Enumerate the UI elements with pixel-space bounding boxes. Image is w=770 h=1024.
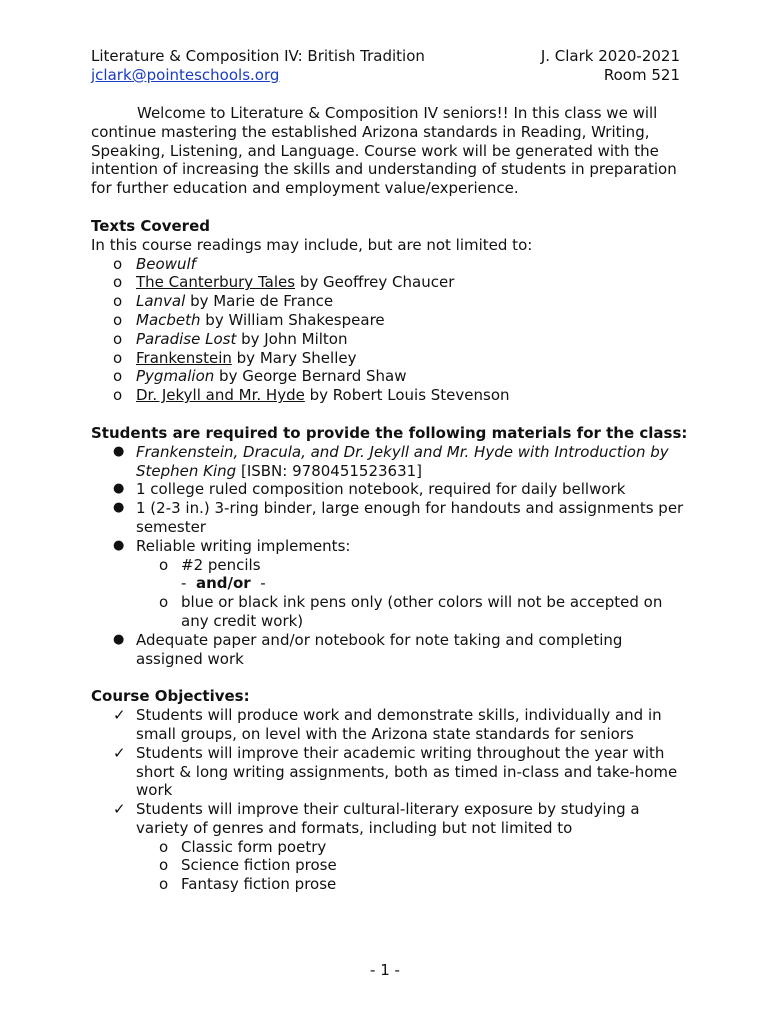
circle-bullet-icon: o (159, 875, 169, 894)
list-item (91, 255, 691, 274)
book-title: Paradise Lost (136, 329, 237, 348)
list-item (91, 706, 691, 744)
book-title: The Canterbury Tales (136, 273, 296, 292)
materials-heading: Students are required to provide the following materials for the class: (91, 423, 688, 442)
list-item (91, 330, 691, 349)
notebook-item: 1 college ruled composition notebook, required for daily bellwork (136, 480, 626, 499)
circle-bullet-icon: o (113, 386, 123, 405)
list-item (91, 856, 691, 875)
book-author: by Geoffrey Chaucer (295, 273, 455, 292)
checkmark-icon: ✓ (113, 743, 126, 762)
intro-paragraph: Welcome to Literature & Composition IV seniors!! In this class we will continue mastering the established Arizona standards in Reading, Writing, Speaking, Listening, and Language. Course work will be generated with the intention of increasing the skills and understanding of students in preparation for further education and employment value/experience. (91, 104, 677, 198)
circle-bullet-icon: o (159, 856, 169, 875)
circle-bullet-icon: o (113, 367, 123, 386)
and-or-text: and/or (195, 574, 251, 593)
and-or-separator (91, 574, 691, 593)
objectives-heading: Course Objectives: (91, 687, 250, 706)
list-item (91, 499, 691, 537)
page-header (91, 47, 680, 85)
page-number: - 1 - (370, 961, 400, 979)
list-item (91, 838, 691, 857)
book-author: by Robert Louis Stevenson (304, 386, 510, 405)
objective-text: Students will improve their academic writing throughout the year with short & long writing assignments, both as timed in-class and take-home work (136, 743, 678, 800)
implements-sublist (91, 556, 691, 575)
implements-sublist-2 (91, 593, 691, 631)
list-item (91, 537, 691, 556)
list-item (91, 800, 691, 838)
book-title: Dr. Jekyll and Mr. Hyde (136, 386, 305, 405)
book-title: Pygmalion (136, 367, 215, 386)
pens-item: blue or black ink pens only (other colors will not be accepted on any credit work) (181, 593, 663, 630)
circle-bullet-icon: o (159, 555, 169, 574)
list-item (91, 480, 691, 499)
genre-item: Science fiction prose (181, 856, 337, 875)
binder-item: 1 (2-3 in.) 3-ring binder, large enough for handouts and assignments per semester (136, 499, 684, 536)
email-link[interactable]: jclark@pointeschools.org (91, 66, 280, 84)
book-author: by Mary Shelley (231, 348, 357, 367)
required-book-title: Frankenstein, Dracula, and Dr. Jekyll and Mr. Hyde with Introduction by Stephen King (136, 442, 669, 480)
implements-item: Reliable writing implements: (136, 536, 351, 555)
list-item (91, 631, 691, 669)
dash-icon: - (181, 574, 187, 593)
book-title: Lanval (136, 292, 186, 311)
objective-text: Students will produce work and demonstrate skills, individually and in small groups, on level with the Arizona state standards for seniors (136, 706, 662, 743)
materials-list-2 (91, 631, 691, 669)
room-number: Room 521 (603, 66, 680, 84)
texts-covered-heading: Texts Covered (91, 216, 210, 235)
list-item (91, 875, 691, 894)
texts-list (91, 255, 691, 405)
circle-bullet-icon: o (159, 837, 169, 856)
book-title: Beowulf (136, 254, 196, 273)
book-author: by William Shakespeare (200, 310, 385, 329)
book-author: by George Bernard Shaw (214, 367, 407, 386)
circle-bullet-icon: o (159, 593, 169, 612)
checkmark-icon: ✓ (113, 800, 126, 819)
circle-bullet-icon: o (113, 329, 123, 348)
list-item (91, 386, 691, 405)
objectives-list (91, 706, 691, 838)
genres-list (91, 838, 691, 894)
bullet-icon: ● (113, 537, 125, 553)
dash-icon: - (260, 574, 266, 593)
genre-item: Fantasy fiction prose (181, 875, 337, 894)
course-title: Literature & Composition IV: British Tradition (91, 47, 425, 65)
circle-bullet-icon: o (113, 292, 123, 311)
book-author: by John Milton (236, 329, 348, 348)
circle-bullet-icon: o (113, 273, 123, 292)
list-item (91, 367, 691, 386)
circle-bullet-icon: o (113, 310, 123, 329)
list-item (91, 292, 691, 311)
list-item (91, 443, 691, 481)
document-body (91, 104, 691, 894)
bullet-icon: ● (113, 500, 125, 516)
required-book-isbn: [ISBN: 9780451523631] (236, 461, 423, 480)
list-item (91, 744, 691, 800)
circle-bullet-icon: o (113, 348, 123, 367)
bullet-icon: ● (113, 481, 125, 497)
book-title: Frankenstein (136, 348, 232, 367)
checkmark-icon: ✓ (113, 706, 126, 725)
teacher-year: J. Clark 2020-2021 (540, 47, 680, 65)
list-item (91, 311, 691, 330)
book-author: by Marie de France (185, 292, 334, 311)
paper-item: Adequate paper and/or notebook for note taking and completing assigned work (136, 630, 623, 668)
pencils-item: #2 pencils (181, 555, 261, 574)
list-item (91, 556, 691, 575)
genre-item: Classic form poetry (181, 837, 327, 856)
list-item (91, 349, 691, 368)
list-item (91, 593, 691, 631)
bullet-icon: ● (113, 443, 125, 459)
circle-bullet-icon: o (113, 254, 123, 273)
list-item (91, 273, 691, 292)
objective-text: Students will improve their cultural-literary exposure by studying a variety of genres and formats, including but not limited to (136, 800, 640, 837)
book-title: Macbeth (136, 310, 201, 329)
bullet-icon: ● (113, 631, 125, 647)
texts-lead: In this course readings may include, but are not limited to: (91, 235, 533, 254)
materials-list (91, 443, 691, 556)
